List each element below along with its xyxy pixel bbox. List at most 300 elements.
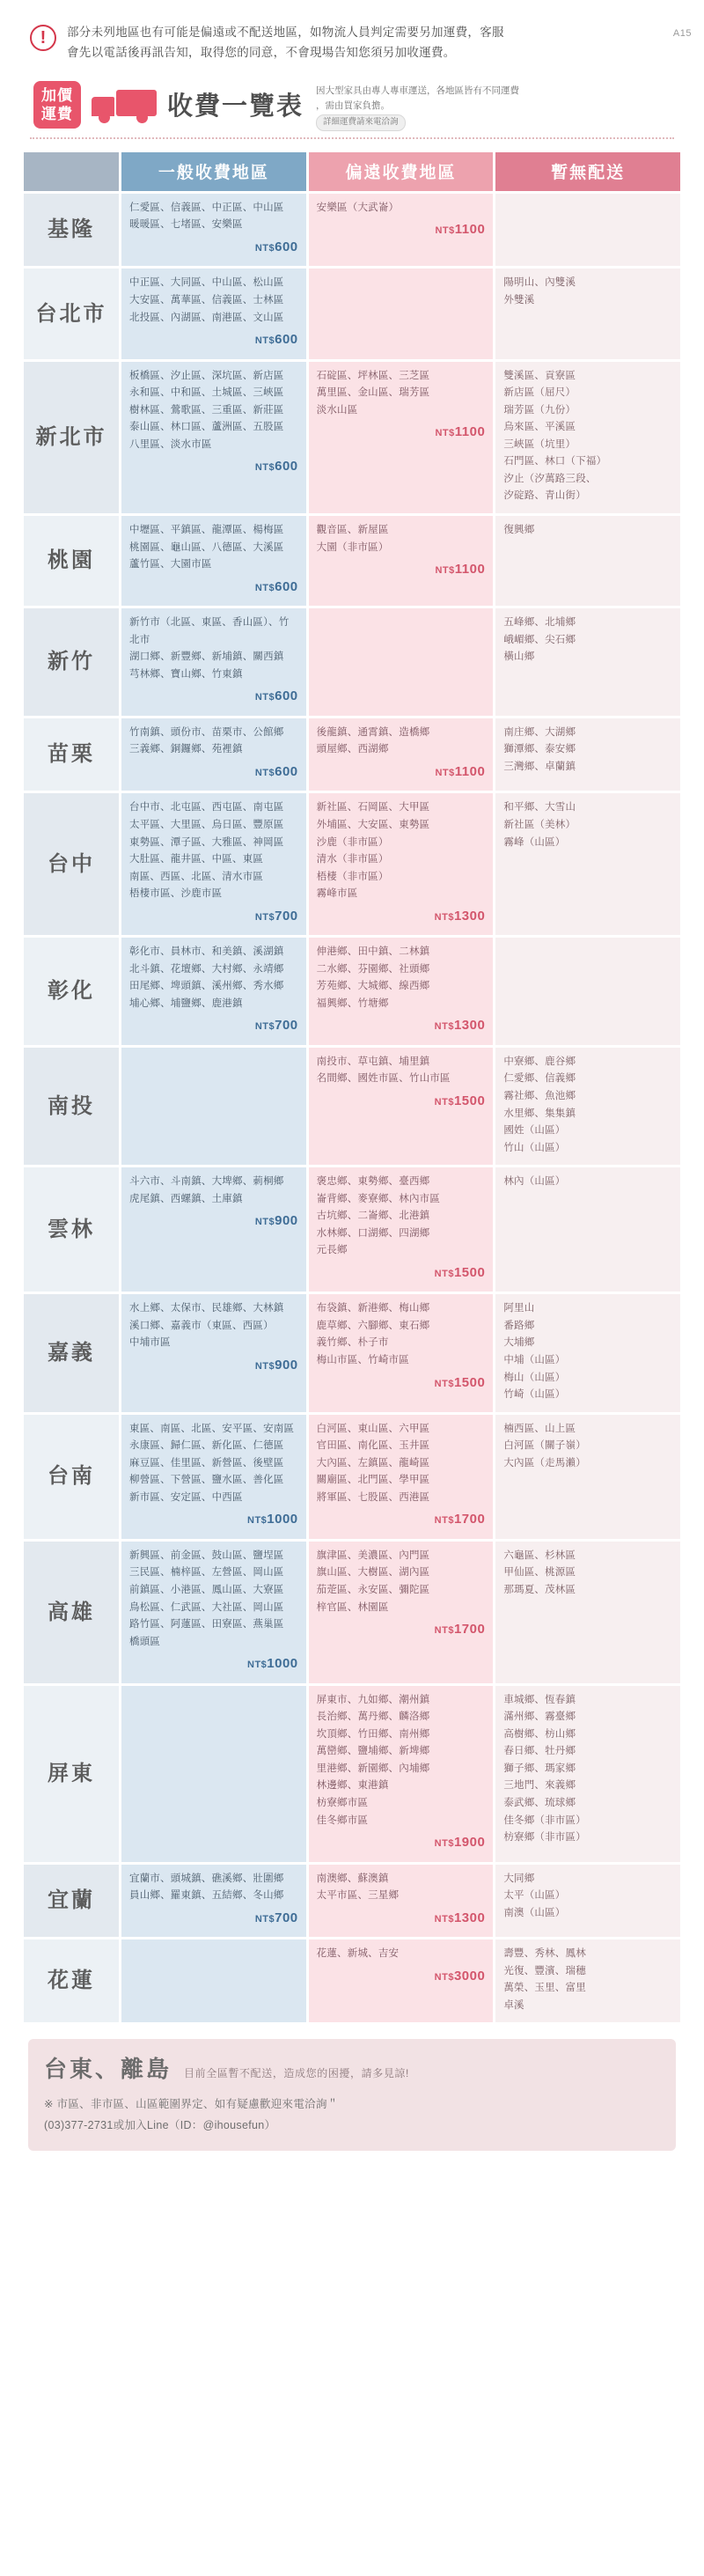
area-line: 佳冬鄉（非市區） [503, 1814, 586, 1826]
area-line: 斗六市、斗南鎮、大埤鄉、莿桐鄉 [129, 1176, 284, 1188]
cell-lines [503, 615, 672, 666]
cell-remote [309, 793, 494, 935]
area-line: 橋頭區 [129, 1636, 161, 1647]
exclamation-icon: ! [30, 25, 56, 51]
area-line: 枋寮鄉（非市區） [503, 1832, 586, 1844]
cell-none [495, 608, 680, 716]
area-line: 水上鄉、太保市、民雄鄉、大林鎮 [129, 1303, 284, 1314]
price-amount: 1300 [453, 1018, 486, 1034]
area-line: 二水鄉、芬園鄉、社頭鄉 [316, 963, 430, 975]
price-label [317, 1831, 486, 1854]
area-line: 新興區、前金區、鼓山區、鹽埕區 [129, 1549, 284, 1561]
price-label [129, 236, 298, 259]
area-line: 中寮鄉、鹿谷鄉 [503, 1056, 576, 1067]
badge-line-2: 運費 [41, 105, 73, 122]
price-amount: 1900 [453, 1835, 486, 1851]
area-line: 雙溪區、貢寮區 [503, 370, 576, 381]
cell-lines [317, 1054, 486, 1088]
table-body [24, 194, 680, 2022]
currency-symbol: NT$ [247, 1515, 268, 1527]
cell-remote [309, 194, 494, 267]
area-line: 南投市、草屯鎮、埔里鎮 [316, 1056, 430, 1067]
cell-lines [129, 725, 298, 759]
area-line: 大同鄉 [503, 1873, 535, 1884]
notice-line-2: 會先以電話後再訊告知，取得您的同意，不會現場告知您須另加收運費。 [67, 45, 456, 59]
area-line: 茄萣區、永安區、彌陀區 [316, 1585, 430, 1595]
area-line: 台中市、北屯區、西屯區、南屯區 [129, 802, 284, 813]
area-line: 褒忠鄉、東勢鄉、臺西鄉 [316, 1176, 430, 1188]
cell-none [495, 1686, 680, 1862]
currency-symbol: NT$ [254, 692, 275, 703]
notice-block [21, 23, 683, 63]
cell-lines [503, 522, 672, 540]
area-line: 和平鄉、大雪山 [503, 802, 576, 813]
price-amount: 600 [275, 239, 298, 254]
row-city: 南投 [24, 1048, 119, 1165]
area-line: 萬里區、金山區、瑞芳區 [316, 387, 430, 399]
cell-remote [309, 1294, 494, 1411]
area-line: 崙背鄉、麥寮鄉、林內市區 [316, 1193, 441, 1204]
cell-normal [121, 1939, 306, 2022]
price-label [317, 421, 486, 444]
price-amount: 1100 [454, 763, 486, 779]
row-city: 台南 [24, 1415, 119, 1539]
area-line: 復興鄉 [503, 524, 535, 535]
area-line: 石碇區、坪林區、三芝區 [316, 370, 430, 381]
currency-symbol: NT$ [254, 1361, 275, 1373]
cell-none [495, 793, 680, 935]
cell-lines [129, 1548, 298, 1651]
area-line: 東區、南區、北區、安平區、安南區 [129, 1423, 295, 1434]
table-row [24, 1865, 680, 1938]
badge-line-1: 加價 [41, 86, 73, 104]
table-row [24, 1939, 680, 2022]
area-line: 南澳（山區） [503, 1907, 566, 1918]
cell-lines [317, 368, 486, 420]
area-line: 永康區、歸仁區、新化區、仁德區 [129, 1440, 284, 1452]
price-label [317, 1508, 486, 1531]
area-line: 暖暖區、七堵區、安樂區 [129, 219, 243, 231]
row-city: 花蓮 [24, 1939, 119, 2022]
row-city: 台中 [24, 793, 119, 935]
area-line: 水里鄉、集集鎮 [503, 1108, 576, 1119]
currency-symbol: NT$ [434, 1378, 454, 1389]
area-line: 新社區、石岡區、大甲區 [316, 802, 430, 813]
price-amount: 3000 [453, 1968, 486, 1984]
area-line: 義竹鄉、朴子市 [316, 1337, 389, 1349]
area-line: 中埔市區 [129, 1337, 171, 1349]
cell-lines [503, 1692, 672, 1847]
cell-normal [121, 608, 306, 716]
area-line: 屏東市、九如鄉、潮州鎮 [316, 1694, 430, 1705]
area-line: 五峰鄉、北埔鄉 [503, 617, 576, 629]
area-line: 瑞芳區（九份） [503, 404, 576, 416]
cell-lines [503, 1054, 672, 1157]
price-amount: 1700 [453, 1622, 486, 1638]
cell-normal [121, 1167, 306, 1292]
price-amount: 1000 [267, 1512, 298, 1527]
footer-note-line-1: ※ 市區、非市區、山區範圍界定、如有疑慮歡迎來電洽詢＂ [44, 2098, 339, 2111]
area-line: 溪口鄉、嘉義市（東區、西區） [129, 1320, 274, 1331]
area-line: 泰山區、林口區、蘆洲區、五股區 [129, 422, 284, 433]
area-line: 坎頂鄉、竹田鄉、南州鄉 [316, 1728, 430, 1740]
price-label [129, 905, 298, 928]
area-line: 壽豐、秀林、鳳林 [503, 1948, 586, 1960]
price-label [317, 1965, 486, 1988]
cell-remote [309, 269, 494, 358]
area-line: 霧峰市區 [316, 888, 358, 900]
area-line: 汐碇路、青山街） [503, 490, 586, 502]
currency-symbol: NT$ [434, 1021, 454, 1033]
cell-lines [503, 725, 672, 776]
cell-none [495, 516, 680, 606]
area-line: 關廟區、北門區、學甲區 [316, 1475, 430, 1486]
cell-normal [121, 194, 306, 267]
cell-none [495, 938, 680, 1045]
area-line: 八里區、淡水市區 [129, 438, 212, 450]
area-line: 梧棲市區、沙鹿市區 [129, 888, 223, 900]
area-line: 林內（山區） [503, 1176, 566, 1188]
price-amount: 1100 [454, 222, 486, 238]
table-row [24, 1686, 680, 1862]
area-line: 梅山市區、竹崎市區 [316, 1355, 409, 1366]
cell-normal [121, 1686, 306, 1862]
cell-none [495, 1048, 680, 1165]
area-line: 虎尾鎮、西螺鎮、土庫鎮 [129, 1193, 243, 1204]
cell-lines [503, 1946, 672, 2014]
currency-symbol: NT$ [254, 767, 275, 778]
cell-normal [121, 938, 306, 1045]
price-amount: 1100 [454, 562, 486, 578]
area-line: 佳冬鄉市區 [316, 1814, 369, 1826]
cell-lines [129, 1871, 298, 1905]
title-note-line-2: ，需由買家負擔。 [316, 99, 391, 111]
cell-lines [317, 1421, 486, 1507]
cell-lines [317, 522, 486, 556]
price-amount: 1100 [454, 424, 486, 440]
cell-lines [503, 1548, 672, 1600]
area-line: 國姓（山區） [503, 1125, 566, 1137]
area-line: 彰化市、員林市、和美鎮、溪湖鎮 [129, 946, 284, 958]
table-row [24, 1167, 680, 1292]
area-line: 六龜區、杉林區 [503, 1549, 576, 1561]
area-line: 芎林鄉、寶山鄉、竹東鎮 [129, 668, 243, 680]
area-line: 中埔（山區） [503, 1355, 566, 1366]
area-line: 新竹市（北區、東區、香山區）、竹北市 [129, 617, 290, 645]
currency-symbol: NT$ [434, 1625, 454, 1637]
area-line: 元長鄉 [316, 1245, 348, 1256]
area-line: 頭屋鄉、西湖鄉 [316, 744, 389, 755]
header-no-delivery: 暫無配送 [495, 152, 680, 191]
area-line: 北斗鎮、花壇鄉、大村鄉、永靖鄉 [129, 963, 284, 975]
cell-normal [121, 1865, 306, 1938]
cell-none [495, 1167, 680, 1292]
footer-note-line-2: (03)377-2731或加入Line（ID：@ihousefun） [44, 2119, 276, 2132]
price-amount: 1000 [267, 1656, 298, 1672]
cell-lines [129, 1174, 298, 1208]
area-line: 新市區、安定區、中西區 [129, 1491, 243, 1503]
cell-lines [129, 799, 298, 902]
cell-normal [121, 1294, 306, 1411]
area-line: 卓溪 [503, 1999, 524, 2011]
area-line: 外雙溪 [503, 295, 535, 306]
area-line: 將軍區、七股區、西港區 [316, 1491, 430, 1503]
area-line: 田尾鄉、埤頭鎮、溪州鄉、秀水鄉 [129, 981, 284, 992]
price-label [317, 1014, 486, 1037]
table-row [24, 1048, 680, 1165]
area-line: 旗山區、大樹區、湖內區 [316, 1567, 430, 1579]
area-line: 光復、豐濱、瑞穗 [503, 1965, 586, 1976]
area-line: 那瑪夏、茂林區 [503, 1585, 576, 1595]
price-amount: 600 [275, 578, 298, 594]
area-line: 白河區（關子嶺） [503, 1440, 586, 1452]
table-row [24, 718, 680, 791]
cell-none [495, 1542, 680, 1683]
currency-symbol: NT$ [434, 1096, 454, 1108]
area-line: 萬巒鄉、鹽埔鄉、新埤鄉 [316, 1746, 430, 1757]
table-row [24, 938, 680, 1045]
page-title: 收費一覽表 [167, 92, 304, 121]
area-line: 枋寮鄉市區 [316, 1797, 369, 1808]
area-line: 石門區、林口（下福） [503, 456, 607, 467]
area-line: 仁愛鄉、信義鄉 [503, 1073, 576, 1085]
currency-symbol: NT$ [247, 1660, 268, 1671]
row-city: 基隆 [24, 194, 119, 267]
area-line: 烏來區、平溪區 [503, 422, 576, 433]
cell-none [495, 269, 680, 358]
price-amount: 1300 [453, 908, 486, 924]
cell-lines [129, 944, 298, 1012]
area-line: 板橋區、汐止區、深坑區、新店區 [129, 370, 284, 381]
area-line: 清水（非市區） [316, 854, 389, 865]
area-line: 竹崎（山區） [503, 1389, 566, 1401]
cell-remote [309, 1048, 494, 1165]
currency-symbol: NT$ [435, 428, 455, 439]
price-amount: 1500 [453, 1264, 486, 1280]
currency-symbol: NT$ [434, 1838, 454, 1850]
cell-normal [121, 1048, 306, 1165]
cell-remote [309, 608, 494, 716]
price-amount: 700 [275, 908, 298, 924]
price-label [129, 328, 298, 351]
cell-normal [121, 718, 306, 791]
price-label [129, 1014, 298, 1037]
row-city: 台北市 [24, 269, 119, 358]
table-row [24, 1294, 680, 1411]
currency-symbol: NT$ [254, 462, 275, 474]
cell-lines [129, 1421, 298, 1507]
table-row [24, 608, 680, 716]
area-line: 萬榮、玉里、富里 [503, 1983, 586, 1994]
area-line: 永和區、中和區、土城區、三峽區 [129, 387, 284, 399]
row-city: 彰化 [24, 938, 119, 1045]
area-line: 樹林區、鶯歌區、三重區、新莊區 [129, 404, 284, 416]
price-label [317, 761, 486, 784]
area-line: 白河區、東山區、六甲區 [316, 1423, 430, 1434]
price-amount: 600 [275, 688, 298, 704]
cell-lines [503, 1300, 672, 1403]
notice-text [67, 23, 504, 63]
price-label [129, 1354, 298, 1377]
area-line: 外埔區、大安區、東勢區 [316, 819, 430, 830]
area-line: 北投區、內湖區、南港區、文山區 [129, 312, 284, 323]
contact-pill[interactable]: 詳細運費請來電洽詢 [316, 114, 406, 131]
surcharge-badge [33, 81, 81, 129]
footer-note [44, 2094, 660, 2137]
price-label [317, 218, 486, 241]
cell-remote [309, 516, 494, 606]
cell-lines [129, 200, 298, 234]
price-label [317, 1618, 486, 1641]
price-amount: 600 [275, 763, 298, 779]
row-city: 新竹 [24, 608, 119, 716]
cell-remote [309, 1939, 494, 2022]
cell-lines [317, 1300, 486, 1369]
area-line: 中正區、大同區、中山區、松山區 [129, 277, 284, 289]
area-line: 三民區、楠梓區、左營區、岡山區 [129, 1567, 284, 1579]
area-line: 太平市區、三星鄉 [316, 1890, 400, 1902]
area-line: 水林鄉、口湖鄉、四湖鄉 [316, 1227, 430, 1239]
footer-block [28, 2039, 676, 2151]
area-line: 埔心鄉、埔鹽鄉、鹿港鎮 [129, 997, 243, 1009]
cell-normal [121, 1542, 306, 1683]
area-line: 後龍鎮、通霄鎮、造橋鄉 [316, 726, 430, 738]
area-line: 梅山（山區） [503, 1372, 566, 1383]
cell-none [495, 1939, 680, 2022]
area-line: 大園（非市區） [316, 541, 389, 553]
price-label [317, 1907, 486, 1930]
area-line: 陽明山、內雙溪 [503, 277, 576, 289]
currency-symbol: NT$ [434, 911, 454, 923]
price-amount: 1500 [453, 1093, 486, 1108]
area-line: 路竹區、阿蓮區、田寮區、燕巢區 [129, 1619, 284, 1630]
price-amount: 900 [275, 1213, 298, 1229]
area-line: 員山鄉、羅東鎮、五結鄉、冬山鄉 [129, 1890, 284, 1902]
cell-remote [309, 362, 494, 513]
price-label [317, 905, 486, 928]
area-line: 三灣鄉、卓蘭鎮 [503, 761, 576, 772]
area-line: 甲仙區、桃源區 [503, 1567, 576, 1579]
title-note [316, 84, 519, 130]
area-line: 汐止（汐萬路三段、 [503, 473, 597, 484]
table-row [24, 1542, 680, 1683]
currency-symbol: NT$ [254, 335, 275, 347]
area-line: 鹿草鄉、六腳鄉、東石鄉 [316, 1320, 430, 1331]
price-label [129, 1652, 298, 1675]
table-row [24, 194, 680, 267]
area-line: 湖口鄉、新豐鄉、新埔鎮、關西鎮 [129, 651, 284, 663]
row-city: 高雄 [24, 1542, 119, 1683]
area-line: 桃園區、龜山區、八德區、大溪區 [129, 541, 284, 553]
cell-lines [317, 200, 486, 217]
cell-lines [503, 1871, 672, 1923]
fee-table-page [0, 23, 704, 2576]
cell-normal [121, 793, 306, 935]
cell-none [495, 1415, 680, 1539]
area-line: 芳苑鄉、大城鄉、線西鄉 [316, 981, 430, 992]
area-line: 太平（山區） [503, 1890, 566, 1902]
currency-symbol: NT$ [434, 1268, 454, 1279]
cell-lines [129, 368, 298, 454]
page-corner-tag: A15 [672, 28, 692, 39]
cell-remote [309, 1415, 494, 1539]
area-line: 花蓮、新城、吉安 [316, 1948, 400, 1960]
price-amount: 600 [275, 459, 298, 475]
row-city: 嘉義 [24, 1294, 119, 1411]
area-line: 里港鄉、新園鄉、內埔鄉 [316, 1763, 430, 1774]
area-line: 三峽區（坑里） [503, 438, 576, 450]
table-header-row [24, 152, 680, 191]
cell-remote [309, 1686, 494, 1862]
price-label [129, 576, 298, 599]
area-line: 伸港鄉、田中鎮、二林鎮 [316, 946, 430, 958]
cell-normal [121, 269, 306, 358]
area-line: 楠西區、山上區 [503, 1423, 576, 1434]
area-line: 獅潭鄉、泰安鄉 [503, 744, 576, 755]
currency-symbol: NT$ [434, 1515, 454, 1527]
area-line: 布袋鎮、新港鄉、梅山鄉 [316, 1303, 430, 1314]
area-line: 橫山鄉 [503, 651, 535, 663]
area-line: 南庄鄉、大湖鄉 [503, 726, 576, 738]
price-label [129, 455, 298, 478]
cell-none [495, 718, 680, 791]
price-label [317, 558, 486, 581]
row-city: 雲林 [24, 1167, 119, 1292]
area-line: 高樹鄉、枋山鄉 [503, 1728, 576, 1740]
header-remote: 偏遠收費地區 [309, 152, 494, 191]
currency-symbol: NT$ [435, 565, 455, 577]
footer-subtitle: 目前全區暫不配送，造成您的困擾，請多見諒! [184, 2067, 409, 2080]
table-row [24, 516, 680, 606]
price-amount: 700 [275, 1910, 298, 1925]
area-line: 林邊鄉、東港鎮 [316, 1780, 389, 1792]
cell-remote [309, 938, 494, 1045]
area-line: 泰武鄉、琉球鄉 [503, 1797, 576, 1808]
notice-line-1: 部分未列地區也有可能是偏遠或不配送地區，如物流人員判定需要另加運費，客服 [67, 26, 504, 39]
divider [30, 137, 674, 139]
fee-table [21, 150, 683, 2025]
header-normal: 一般收費地區 [121, 152, 306, 191]
area-line: 大肚區、龍井區、中區、東區 [129, 854, 264, 865]
cell-lines [317, 1692, 486, 1829]
area-line: 淡水山區 [316, 404, 358, 416]
cell-none [495, 362, 680, 513]
area-line: 旗津區、美濃區、內門區 [316, 1549, 430, 1561]
cell-lines [503, 1421, 672, 1473]
area-line: 新店區（屈尺） [503, 387, 576, 399]
currency-symbol: NT$ [254, 1217, 275, 1228]
table-row [24, 362, 680, 513]
cell-normal [121, 1415, 306, 1539]
area-line: 中壢區、平鎮區、龍潭區、楊梅區 [129, 524, 284, 535]
currency-symbol: NT$ [434, 1971, 454, 1983]
area-line: 竹南鎮、頭份市、苗栗市、公館鄉 [129, 726, 284, 738]
area-line: 仁愛區、信義區、中正區、中山區 [129, 202, 284, 213]
area-line: 大內區（走馬瀨） [503, 1457, 586, 1468]
cell-lines [503, 275, 672, 309]
cell-lines [503, 368, 672, 505]
cell-remote [309, 1167, 494, 1292]
area-line: 太平區、大里區、烏日區、豐原區 [129, 819, 284, 830]
header-region [24, 152, 119, 191]
area-line: 蘆竹區、大園市區 [129, 559, 212, 570]
area-line: 新社區（美林） [503, 819, 576, 830]
footer-title: 台東、離島 [44, 2056, 172, 2083]
area-line: 麻豆區、佳里區、新營區、後壁區 [129, 1457, 284, 1468]
area-line: 東勢區、潭子區、大雅區、神岡區 [129, 836, 284, 848]
price-label [129, 1508, 298, 1531]
cell-normal [121, 516, 306, 606]
